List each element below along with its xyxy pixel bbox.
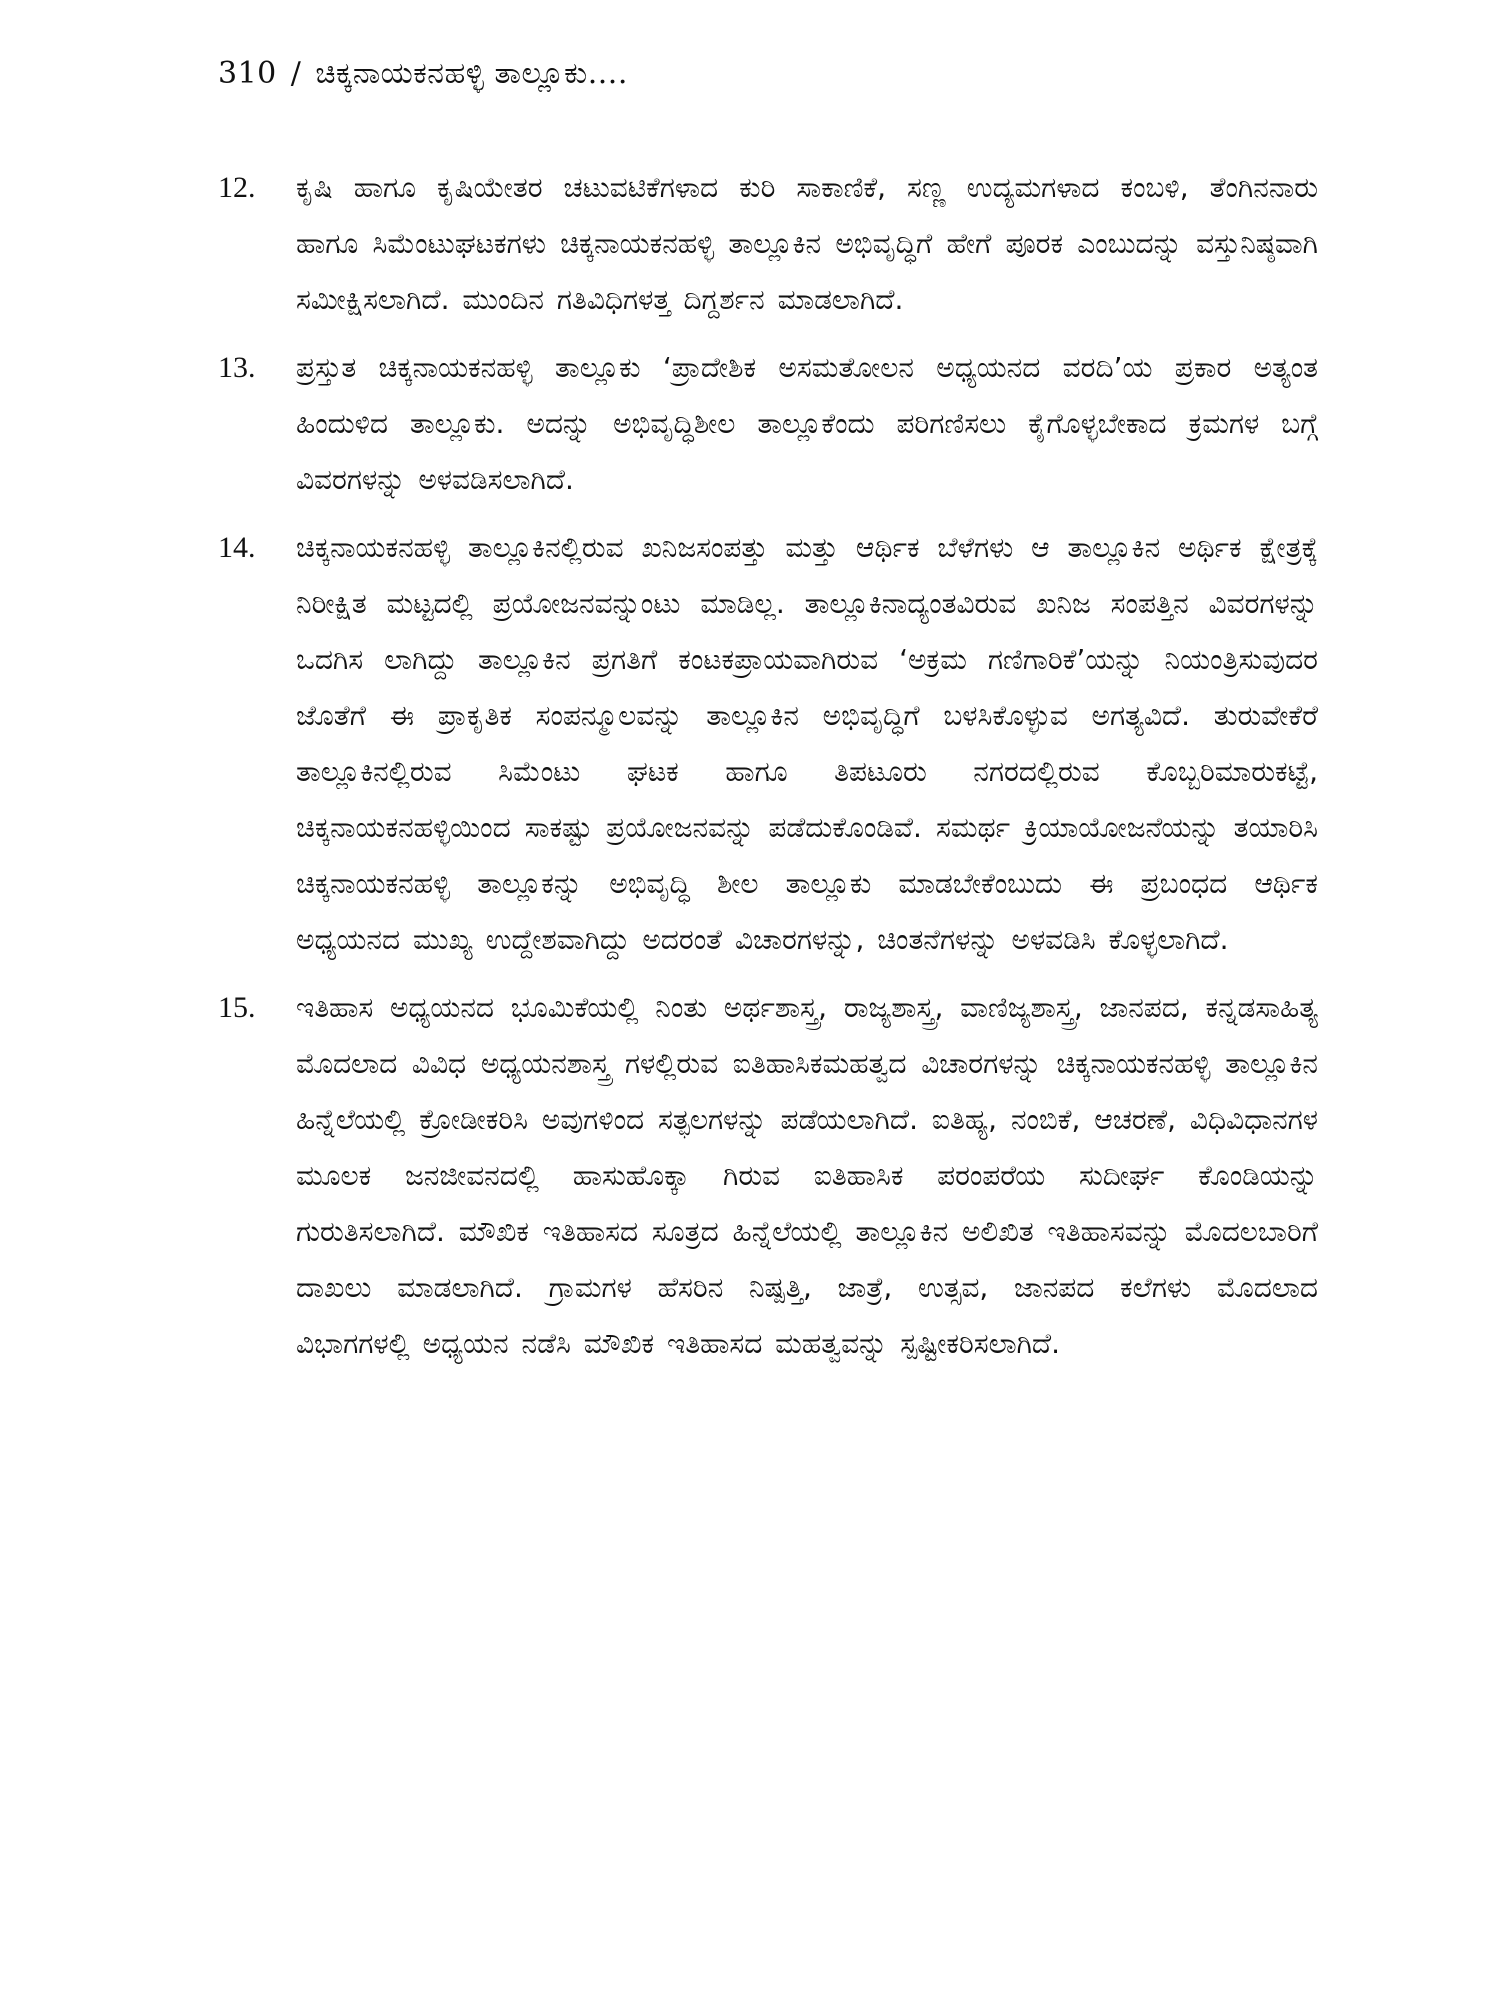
page-number: 310 <box>218 56 277 91</box>
running-header <box>218 54 628 94</box>
item-paragraph: ಪ್ರಸ್ತುತ ಚಿಕ್ಕನಾಯಕನಹಳ್ಳಿ ತಾಲ್ಲೂಕು ‘ಪ್ರಾದೇಶಿಕ ಅಸಮತೋಲನ ಅಧ್ಯಯನದ ವರದಿ’ಯ ಪ್ರಕಾರ ಅತ್ಯಂತ ಹಿಂದುಳಿದ ತಾಲ್ಲೂಕು. ಅದನ್ನು ಅಭಿವೃದ್ಧಿಶೀಲ ತಾಲ್ಲೂಕೆಂದು ಪರಿಗಣಿಸಲು ಕೈಗೊಳ್ಳಬೇಕಾದ ಕ್ರಮಗಳ ಬಗ್ಗೆ ವಿವರಗಳನ್ನು ಅಳವಡಿಸಲಾಗಿದೆ. <box>296 351 1318 496</box>
running-title: ಚಿಕ್ಕನಾಯಕನಹಳ್ಳಿ ತಾಲ್ಲೂಕು.... <box>315 56 628 91</box>
list-item-13 <box>218 340 1318 508</box>
item-number: 13. <box>218 351 256 384</box>
item-number: 15. <box>218 991 256 1024</box>
item-number: 12. <box>218 171 256 204</box>
numbered-list <box>218 160 1318 1384</box>
item-number: 14. <box>218 531 256 564</box>
list-item-12 <box>218 160 1318 328</box>
list-item-14 <box>218 520 1318 968</box>
item-paragraph: ಕೃಷಿ ಹಾಗೂ ಕೃಷಿಯೇತರ ಚಟುವಟಿಕೆಗಳಾದ ಕುರಿ ಸಾಕಾಣಿಕೆ, ಸಣ್ಣ ಉದ್ಯಮಗಳಾದ ಕಂಬಳಿ, ತೆಂಗಿನನಾರು ಹಾಗೂ ಸಿಮೆಂಟುಘಟಕಗಳು ಚಿಕ್ಕನಾಯಕನಹಳ್ಳಿ ತಾಲ್ಲೂಕಿನ ಅಭಿವೃದ್ಧಿಗೆ ಹೇಗೆ ಪೂರಕ ಎಂಬುದನ್ನು ವಸ್ತುನಿಷ್ಠವಾಗಿ ಸಮೀಕ್ಷಿಸಲಾಗಿದೆ. ಮುಂದಿನ ಗತಿವಿಧಿಗಳತ್ತ ದಿಗ್ದರ್ಶನ ಮಾಡಲಾಗಿದೆ. <box>296 171 1318 316</box>
item-paragraph: ಇತಿಹಾಸ ಅಧ್ಯಯನದ ಭೂಮಿಕೆಯಲ್ಲಿ ನಿಂತು ಅರ್ಥಶಾಸ್ತ್ರ, ರಾಜ್ಯಶಾಸ್ತ್ರ, ವಾಣಿಜ್ಯಶಾಸ್ತ್ರ, ಜಾನಪದ, ಕನ್ನಡಸಾಹಿತ್ಯ ಮೊದಲಾದ ವಿವಿಧ ಅಧ್ಯಯನಶಾಸ್ತ್ರ ಗಳಲ್ಲಿರುವ ಐತಿಹಾಸಿಕಮಹತ್ವದ ವಿಚಾರಗಳನ್ನು ಚಿಕ್ಕನಾಯಕನಹಳ್ಳಿ ತಾಲ್ಲೂಕಿನ ಹಿನ್ನೆಲೆಯಲ್ಲಿ ಕ್ರೋಡೀಕರಿಸಿ ಅವುಗಳಿಂದ ಸತ್ಫಲಗಳನ್ನು ಪಡೆಯಲಾಗಿದೆ. ಐತಿಹ್ಯ, ನಂಬಿಕೆ, ಆಚರಣೆ, ವಿಧಿವಿಧಾನಗಳ ಮೂಲಕ ಜನಜೀವನದಲ್ಲಿ ಹಾಸುಹೊಕ್ಕಾ ಗಿರುವ ಐತಿಹಾಸಿಕ ಪರಂಪರೆಯ ಸುದೀರ್ಘ ಕೊಂಡಿಯನ್ನು ಗುರುತಿಸಲಾಗಿದೆ. ಮೌಖಿಕ ಇತಿಹಾಸದ ಸೂತ್ರದ ಹಿನ್ನೆಲೆಯಲ್ಲಿ ತಾಲ್ಲೂಕಿನ ಅಲಿಖಿತ ಇತಿಹಾಸವನ್ನು ಮೊದಲಬಾರಿಗೆ ದಾಖಲು ಮಾಡಲಾಗಿದೆ. ಗ್ರಾಮಗಳ ಹೆಸರಿನ ನಿಷ್ಪತ್ತಿ, ಜಾತ್ರೆ, ಉತ್ಸವ, ಜಾನಪದ ಕಲೆಗಳು ಮೊದಲಾದ ವಿಭಾಗಗಳಲ್ಲಿ ಅಧ್ಯಯನ ನಡೆಸಿ ಮೌಖಿಕ ಇತಿಹಾಸದ ಮಹತ್ವವನ್ನು ಸ್ಪಷ್ಟೀಕರಿಸಲಾಗಿದೆ. <box>296 991 1318 1360</box>
list-item-15 <box>218 980 1318 1372</box>
header-separator: / <box>290 56 302 91</box>
item-paragraph: ಚಿಕ್ಕನಾಯಕನಹಳ್ಳಿ ತಾಲ್ಲೂಕಿನಲ್ಲಿರುವ ಖನಿಜಸಂಪತ್ತು ಮತ್ತು ಆರ್ಥಿಕ ಬೆಳೆಗಳು ಆ ತಾಲ್ಲೂಕಿನ ಅರ್ಥಿಕ ಕ್ಷೇತ್ರಕ್ಕೆ ನಿರೀಕ್ಷಿತ ಮಟ್ಟದಲ್ಲಿ ಪ್ರಯೋಜನವನ್ನುಂಟು ಮಾಡಿಲ್ಲ. ತಾಲ್ಲೂಕಿನಾದ್ಯಂತವಿರುವ ಖನಿಜ ಸಂಪತ್ತಿನ ವಿವರಗಳನ್ನು ಒದಗಿಸ ಲಾಗಿದ್ದು ತಾಲ್ಲೂಕಿನ ಪ್ರಗತಿಗೆ ಕಂಟಕಪ್ರಾಯವಾಗಿರುವ ‘ಅಕ್ರಮ ಗಣಿಗಾರಿಕೆ’ಯನ್ನು ನಿಯಂತ್ರಿಸುವುದರ ಜೊತೆಗೆ ಈ ಪ್ರಾಕೃತಿಕ ಸಂಪನ್ಮೂಲವನ್ನು ತಾಲ್ಲೂಕಿನ ಅಭಿವೃದ್ಧಿಗೆ ಬಳಸಿಕೊಳ್ಳುವ ಅಗತ್ಯವಿದೆ. ತುರುವೇಕೆರೆ ತಾಲ್ಲೂಕಿನಲ್ಲಿರುವ ಸಿಮೆಂಟು ಘಟಕ ಹಾಗೂ ತಿಪಟೂರು ನಗರದಲ್ಲಿರುವ ಕೊಬ್ಬರಿಮಾರುಕಟ್ಟೆ, ಚಿಕ್ಕನಾಯಕನಹಳ್ಳಿಯಿಂದ ಸಾಕಷ್ಟು ಪ್ರಯೋಜನವನ್ನು ಪಡೆದುಕೊಂಡಿವೆ. ಸಮರ್ಥ ಕ್ರಿಯಾಯೋಜನೆಯನ್ನು ತಯಾರಿಸಿ ಚಿಕ್ಕನಾಯಕನಹಳ್ಳಿ ತಾಲ್ಲೂಕನ್ನು ಅಭಿವೃದ್ಧಿ ಶೀಲ ತಾಲ್ಲೂಕು ಮಾಡಬೇಕೆಂಬುದು ಈ ಪ್ರಬಂಧದ ಆರ್ಥಿಕ ಅಧ್ಯಯನದ ಮುಖ್ಯ ಉದ್ದೇಶವಾಗಿದ್ದು ಅದರಂತೆ ವಿಚಾರಗಳನ್ನು, ಚಿಂತನೆಗಳನ್ನು ಅಳವಡಿಸಿ ಕೊಳ್ಳಲಾಗಿದೆ. <box>296 531 1318 956</box>
